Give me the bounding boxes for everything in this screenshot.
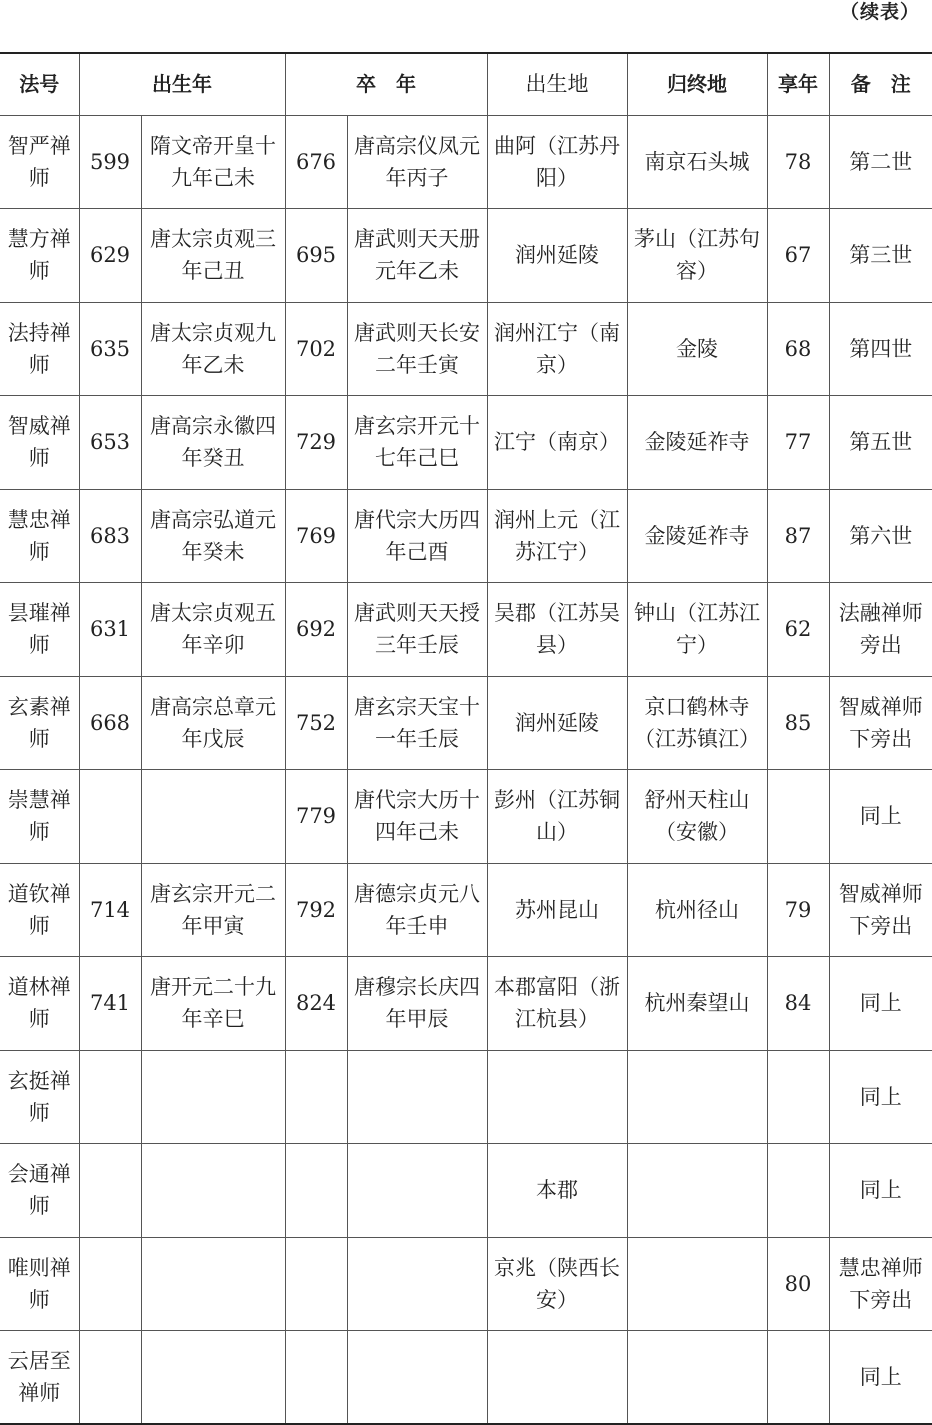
- cell-age: 80: [767, 1237, 829, 1331]
- cell-death-year: 702: [285, 302, 347, 396]
- cell-birth-year: [79, 1237, 141, 1331]
- cell-age: 79: [767, 863, 829, 957]
- cell-birth-era: 唐玄宗开元二年甲寅: [141, 863, 285, 957]
- cell-death-year: 792: [285, 863, 347, 957]
- cell-age: 87: [767, 489, 829, 583]
- cell-name: 云居至禅师: [0, 1331, 79, 1425]
- cell-death-year: [285, 1331, 347, 1425]
- cell-death-era: [347, 1050, 487, 1144]
- header-deathplace: 归终地: [627, 53, 767, 115]
- cell-birth-year: 635: [79, 302, 141, 396]
- zen-masters-table: [0, 52, 932, 1425]
- cell-death-era: [347, 1331, 487, 1425]
- cell-age: 84: [767, 957, 829, 1051]
- cell-birth-year: 653: [79, 396, 141, 490]
- cell-age: [767, 770, 829, 864]
- cell-deathplace: 杭州秦望山: [627, 957, 767, 1051]
- cell-death-year: [285, 1237, 347, 1331]
- cell-birthplace: [487, 1331, 627, 1425]
- header-death-year: 卒 年: [285, 53, 487, 115]
- cell-note: 同上: [829, 1144, 932, 1238]
- cell-death-era: 唐武则天天授三年壬辰: [347, 583, 487, 677]
- table-row: [0, 1331, 932, 1425]
- cell-note: 慧忠禅师下旁出: [829, 1237, 932, 1331]
- cell-birthplace: 彭州（江苏铜山）: [487, 770, 627, 864]
- cell-death-year: [285, 1144, 347, 1238]
- cell-deathplace: 钟山（江苏江宁）: [627, 583, 767, 677]
- cell-note: 第四世: [829, 302, 932, 396]
- cell-death-era: 唐德宗贞元八年壬申: [347, 863, 487, 957]
- cell-death-year: 695: [285, 209, 347, 303]
- table-row: [0, 209, 932, 303]
- cell-birthplace: 苏州昆山: [487, 863, 627, 957]
- cell-death-era: 唐武则天天册元年乙未: [347, 209, 487, 303]
- cell-death-era: 唐高宗仪凤元年丙子: [347, 115, 487, 209]
- cell-birth-era: [141, 770, 285, 864]
- cell-birth-year: 683: [79, 489, 141, 583]
- cell-note: 同上: [829, 957, 932, 1051]
- table-row: [0, 676, 932, 770]
- cell-death-year: 752: [285, 676, 347, 770]
- cell-age: [767, 1050, 829, 1144]
- cell-birthplace: 江宁（南京）: [487, 396, 627, 490]
- cell-death-era: 唐武则天长安二年壬寅: [347, 302, 487, 396]
- header-note: 备 注: [829, 53, 932, 115]
- cell-note: 第三世: [829, 209, 932, 303]
- cell-birth-era: [141, 1050, 285, 1144]
- cell-name: 法持禅师: [0, 302, 79, 396]
- cell-birthplace: 本郡富阳（浙江杭县）: [487, 957, 627, 1051]
- cell-note: 第五世: [829, 396, 932, 490]
- cell-age: 68: [767, 302, 829, 396]
- cell-birth-era: 唐太宗贞观三年己丑: [141, 209, 285, 303]
- cell-death-year: 729: [285, 396, 347, 490]
- cell-name: 智严禅师: [0, 115, 79, 209]
- cell-name: 会通禅师: [0, 1144, 79, 1238]
- cell-name: 道林禅师: [0, 957, 79, 1051]
- cell-name: 慧忠禅师: [0, 489, 79, 583]
- cell-note: 智威禅师下旁出: [829, 676, 932, 770]
- cell-name: 昙璀禅师: [0, 583, 79, 677]
- header-birth-year: 出生年: [79, 53, 285, 115]
- cell-death-era: 唐玄宗天宝十一年壬辰: [347, 676, 487, 770]
- table-row: [0, 489, 932, 583]
- cell-note: 同上: [829, 770, 932, 864]
- cell-age: 85: [767, 676, 829, 770]
- cell-death-era: 唐代宗大历十四年己未: [347, 770, 487, 864]
- cell-name: 玄素禅师: [0, 676, 79, 770]
- cell-birth-year: 629: [79, 209, 141, 303]
- table-row: [0, 583, 932, 677]
- cell-note: 第六世: [829, 489, 932, 583]
- cell-birth-year: [79, 1050, 141, 1144]
- cell-deathplace: 京口鹤林寺（江苏镇江）: [627, 676, 767, 770]
- cell-deathplace: 金陵延祚寺: [627, 489, 767, 583]
- cell-death-year: 824: [285, 957, 347, 1051]
- cell-age: 77: [767, 396, 829, 490]
- cell-death-era: 唐代宗大历四年己酉: [347, 489, 487, 583]
- cell-age: [767, 1144, 829, 1238]
- cell-death-era: [347, 1144, 487, 1238]
- cell-death-year: 676: [285, 115, 347, 209]
- table-row: [0, 770, 932, 864]
- table-row: [0, 1050, 932, 1144]
- cell-birth-era: [141, 1144, 285, 1238]
- cell-name: 崇慧禅师: [0, 770, 79, 864]
- cell-age: 78: [767, 115, 829, 209]
- table-row: [0, 1144, 932, 1238]
- cell-note: 同上: [829, 1050, 932, 1144]
- cell-birth-year: [79, 1331, 141, 1425]
- cell-birthplace: 吴郡（江苏吴县）: [487, 583, 627, 677]
- table-row: [0, 863, 932, 957]
- cell-death-era: [347, 1237, 487, 1331]
- cell-birthplace: [487, 1050, 627, 1144]
- cell-deathplace: 南京石头城: [627, 115, 767, 209]
- cell-death-era: 唐玄宗开元十七年己巳: [347, 396, 487, 490]
- cell-birthplace: 本郡: [487, 1144, 627, 1238]
- table-header-row: [0, 53, 932, 115]
- cell-birthplace: 润州延陵: [487, 676, 627, 770]
- table-row: [0, 396, 932, 490]
- cell-birth-era: [141, 1237, 285, 1331]
- cell-birth-year: [79, 770, 141, 864]
- header-age: 享年: [767, 53, 829, 115]
- cell-deathplace: [627, 1237, 767, 1331]
- cell-note: 第二世: [829, 115, 932, 209]
- cell-birth-year: 741: [79, 957, 141, 1051]
- cell-birth-era: 唐太宗贞观五年辛卯: [141, 583, 285, 677]
- header-birthplace: 出生地: [487, 53, 627, 115]
- table-row: [0, 302, 932, 396]
- cell-name: 道钦禅师: [0, 863, 79, 957]
- cell-age: 62: [767, 583, 829, 677]
- cell-deathplace: 金陵延祚寺: [627, 396, 767, 490]
- cell-birthplace: 润州江宁（南京）: [487, 302, 627, 396]
- cell-death-year: 779: [285, 770, 347, 864]
- table-row: [0, 957, 932, 1051]
- continued-label: （续表）: [839, 1, 920, 23]
- table-row: [0, 115, 932, 209]
- cell-deathplace: [627, 1144, 767, 1238]
- cell-name: 智威禅师: [0, 396, 79, 490]
- cell-birth-era: 唐高宗永徽四年癸丑: [141, 396, 285, 490]
- cell-age: [767, 1331, 829, 1425]
- cell-note: 法融禅师旁出: [829, 583, 932, 677]
- cell-deathplace: [627, 1331, 767, 1425]
- cell-birth-era: 唐太宗贞观九年乙未: [141, 302, 285, 396]
- cell-deathplace: [627, 1050, 767, 1144]
- cell-birth-era: 唐开元二十九年辛巳: [141, 957, 285, 1051]
- cell-birthplace: 润州延陵: [487, 209, 627, 303]
- cell-birth-year: 714: [79, 863, 141, 957]
- cell-birth-era: [141, 1331, 285, 1425]
- cell-birth-era: 唐高宗总章元年戊辰: [141, 676, 285, 770]
- cell-birthplace: 润州上元（江苏江宁）: [487, 489, 627, 583]
- cell-birthplace: 曲阿（江苏丹阳）: [487, 115, 627, 209]
- cell-deathplace: 金陵: [627, 302, 767, 396]
- header-name: 法号: [0, 53, 79, 115]
- cell-birth-era: 唐高宗弘道元年癸未: [141, 489, 285, 583]
- cell-birth-year: 599: [79, 115, 141, 209]
- cell-birth-year: [79, 1144, 141, 1238]
- cell-birth-year: 631: [79, 583, 141, 677]
- cell-name: 玄挺禅师: [0, 1050, 79, 1144]
- cell-name: 慧方禅师: [0, 209, 79, 303]
- cell-death-year: [285, 1050, 347, 1144]
- cell-note: 同上: [829, 1331, 932, 1425]
- cell-note: 智威禅师下旁出: [829, 863, 932, 957]
- table-row: [0, 1237, 932, 1331]
- cell-deathplace: 茅山（江苏句容）: [627, 209, 767, 303]
- cell-death-era: 唐穆宗长庆四年甲辰: [347, 957, 487, 1051]
- cell-deathplace: 杭州径山: [627, 863, 767, 957]
- cell-deathplace: 舒州天柱山（安徽）: [627, 770, 767, 864]
- cell-name: 唯则禅师: [0, 1237, 79, 1331]
- cell-age: 67: [767, 209, 829, 303]
- cell-death-year: 692: [285, 583, 347, 677]
- cell-death-year: 769: [285, 489, 347, 583]
- cell-birth-era: 隋文帝开皇十九年己未: [141, 115, 285, 209]
- cell-birthplace: 京兆（陕西长安）: [487, 1237, 627, 1331]
- cell-birth-year: 668: [79, 676, 141, 770]
